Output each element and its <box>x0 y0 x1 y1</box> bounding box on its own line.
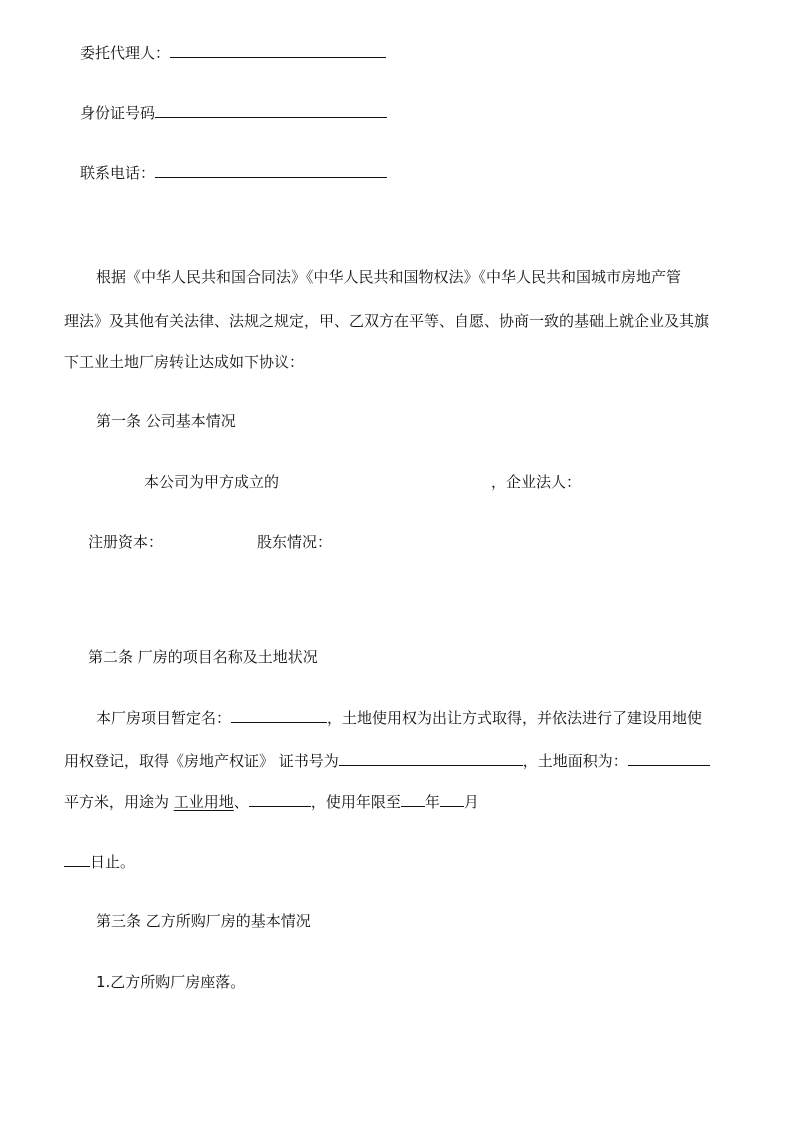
intro-line-1: 根据《中华人民共和国合同法》《中华人民共和国物权法》《中华人民共和国城市房地产管 <box>96 268 682 286</box>
project-name-blank[interactable] <box>231 707 327 723</box>
year-label: 年 <box>424 793 440 811</box>
capital-label: 注册资本： <box>88 533 164 551</box>
day-end-label: 日止。 <box>90 853 136 871</box>
article-2-line-3 <box>64 791 479 811</box>
article-2-line-2 <box>64 750 710 770</box>
certificate-label: 用权登记，取得《房地产权证》 证书号为 <box>64 752 339 770</box>
land-area-blank[interactable] <box>628 750 710 766</box>
id-number-label: 身份证号码 <box>80 104 156 122</box>
phone-blank[interactable] <box>155 162 387 178</box>
other-purpose-blank[interactable] <box>249 791 311 807</box>
article-2-line-1 <box>96 707 702 727</box>
certificate-number-blank[interactable] <box>339 750 523 766</box>
agent-blank[interactable] <box>170 42 386 58</box>
article-1-title: 第一条 公司基本情况 <box>96 412 236 430</box>
capital-shareholders <box>88 532 332 552</box>
purpose-label: 平方米，用途为 <box>64 793 174 811</box>
legal-person-text: ，企业法人： <box>491 473 582 491</box>
id-number-blank[interactable] <box>155 102 387 118</box>
term-year-blank[interactable] <box>401 791 425 807</box>
land-area-label: ，土地面积为： <box>522 752 628 770</box>
article-3-title: 第三条 乙方所购厂房的基本情况 <box>96 912 311 930</box>
company-text: 本公司为甲方成立的 <box>144 473 280 491</box>
intro-line-3: 下工业土地厂房转让达成如下协议： <box>64 353 305 371</box>
month-label: 月 <box>463 793 479 811</box>
phone-label: 联系电话： <box>80 164 156 182</box>
intro-line-2: 理法》及其他有关法律、法规之规定，甲、乙双方在平等、自愿、协商一致的基础上就企业及其旗 <box>64 312 710 330</box>
term-label: ，使用年限至 <box>310 793 401 811</box>
company-statement <box>144 472 581 492</box>
term-day-blank[interactable] <box>64 851 90 867</box>
purpose-industrial-land: 工业用地 <box>173 793 234 811</box>
phone-field <box>80 162 387 182</box>
article-3-item-1: 1.乙方所购厂房座落。 <box>96 973 246 991</box>
agent-field <box>80 42 386 62</box>
project-name-label: 本厂房项目暂定名： <box>96 709 232 727</box>
shareholder-label: 股东情况： <box>257 533 333 551</box>
id-number-field <box>80 102 387 122</box>
article-2-line-4 <box>64 851 135 871</box>
term-month-blank[interactable] <box>440 791 464 807</box>
purpose-separator: 、 <box>233 793 249 811</box>
agent-label: 委托代理人： <box>80 44 171 62</box>
land-use-text: ，土地使用权为出让方式取得，并依法进行了建设用地使 <box>327 709 703 727</box>
article-2-title: 第二条 厂房的项目名称及土地状况 <box>88 648 318 666</box>
